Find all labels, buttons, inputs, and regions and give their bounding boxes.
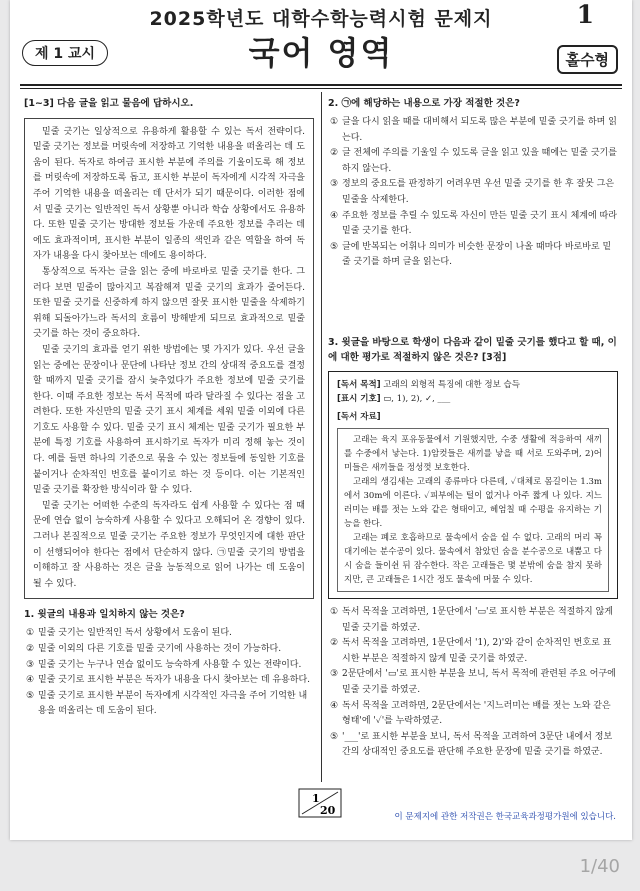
question-1 <box>24 607 314 720</box>
viewer-page-indicator: 1/40 <box>579 856 620 877</box>
question-stem <box>328 335 618 365</box>
column-divider <box>321 92 322 782</box>
subject-title: 국어 영역 <box>248 34 394 72</box>
answer-option[interactable]: ② 글 전체에 주의를 기울일 수 있도록 글을 읽고 있을 때에는 밑줄 긋기를 하지 않는다. <box>330 148 617 174</box>
answer-option[interactable]: ④ 독서 목적을 고려하면, 2문단에서는 '지느러미는 배를 젓는 노와 같은 형태'에 '✓'를 누락하였군. <box>330 700 611 727</box>
copyright-notice: 이 문제지에 관한 저작권은 한국교육과정평가원에 있습니다. <box>394 812 616 822</box>
question-2 <box>328 96 618 271</box>
question-text: ㉠에 해당하는 내용으로 가장 적절한 것은? <box>341 98 520 109</box>
answer-option[interactable]: ③ 정보의 중요도를 판정하기 어려우면 우선 밑줄 긋기를 한 후 잘못 그은 밑줄을 삭제한다. <box>330 179 615 205</box>
question-stem <box>24 607 314 622</box>
reading-passage <box>24 118 314 600</box>
reading-material <box>337 428 609 592</box>
material-paragraph: 고래의 생김새는 고래의 종류마다 다른데, ✓대체로 몸길이는 1.3m에서 30m에 이른다. ✓피부에는 털이 없거나 아주 짧게 나 있다. 지느러미는 배를 젓는 노와 같은 형태이고, 헤엄칠 때 수평을 유지하는 기능을 한다. <box>344 476 602 529</box>
answer-option[interactable]: ③ 밑줄 긋기는 누구나 연습 없이도 능숙하게 사용할 수 있는 전략이다. <box>26 659 302 670</box>
answer-option[interactable]: ③ 2문단에서 '▭'로 표시한 부분을 보니, 독서 목적에 관련된 주요 어구에 밑줄 긋기를 하였군. <box>330 669 616 695</box>
header-rule-thin <box>20 88 622 89</box>
question-number: 1. <box>24 609 35 621</box>
page-fraction-current: 1 <box>312 792 320 805</box>
passage-paragraph: 밑줄 긋기는 어떠한 수준의 독자라도 쉽게 사용할 수 있다는 점 때문에 연습 없이 능숙하게 사용할 수 있다고 오해되어 온 경향이 있다. 그러나 본질적으로 밑줄 긋기는 주요한 정보가 무엇인지에 대한 판단이 선행되어야 한다는 점에서 단순하지 않다. ㉠밑줄 긋기의 방법을 이해하고 잘 사용하는 것은 글을 능동적으로 읽어 나가는 데 도움이 될 수 있다. <box>33 500 305 589</box>
answer-option[interactable]: ① 글을 다시 읽을 때를 대비해서 되도록 많은 부분에 밑줄 긋기를 하며 읽는다. <box>330 117 617 143</box>
answer-option[interactable]: ① 독서 목적을 고려하면, 1문단에서 '▭'로 표시한 부분은 적절하지 않게 밑줄 긋기를 하였군. <box>330 606 613 633</box>
answer-option[interactable]: ⑤ 글에 반복되는 어휘나 의미가 비슷한 문장이 나올 때마다 바로바로 밑줄 긋기를 하며 글을 읽는다. <box>330 241 612 268</box>
material-paragraph: 고래는 육지 포유동물에서 기원했지만, 수중 생활에 적응하여 새끼를 수중에서 낳는다. 1)암컷들은 새끼를 낳을 때 서로 도와주며, 2)어미들은 새끼들을 정성껏 보호한다. <box>344 434 602 473</box>
passage-instruction: [1~3] 다음 글을 읽고 물음에 답하시오. <box>24 98 194 109</box>
exam-page <box>10 0 632 840</box>
answer-option[interactable]: ④ 주요한 정보를 추릴 수 있도록 자신이 만든 밑줄 긋기 표시 체계에 따라 밑줄 긋기를 한다. <box>330 210 617 237</box>
page-number: 1 <box>576 0 594 29</box>
answer-option[interactable]: ② 독서 목적을 고려하면, 1문단에서 '1), 2)'와 같이 순차적인 번호로 표시한 부분은 적절하지 않게 밑줄 긋기를 하였군. <box>330 638 612 664</box>
header-rule <box>20 84 622 86</box>
answer-option[interactable]: ② 밑줄 이외의 다른 기호를 밑줄 긋기에 사용하는 것이 가능하다. <box>26 644 282 654</box>
answer-option[interactable]: ⑤ '___'로 표시한 부분을 보니, 독서 목적을 고려하여 3문단 내에서 정보 간의 상대적인 중요도를 판단해 주요한 문장에 밑줄 긋기를 하였군. <box>330 731 613 758</box>
material-paragraph: 고래는 폐로 호흡하므로 물속에서 숨을 쉴 수 없다. 고래의 머리 꼭대기에는 분수공이 있다. 물속에서 참았던 숨을 분수공으로 내뿜고 다시 숨을 들이쉰 뒤 잠수한다. 작은 고래들은 몇 분밖에 숨을 참지 못하지만, 큰 고래들은 1시간 정도 물속에 머물 수 있다. <box>344 532 602 585</box>
answer-option[interactable]: ④ 밑줄 긋기로 표시한 부분은 독자가 내용을 다시 찾아보는 데 유용하다. <box>26 675 311 686</box>
answer-option[interactable]: ① 밑줄 긋기는 일반적인 독서 상황에서 도움이 된다. <box>26 628 232 639</box>
exam-title: 2025학년도 대학수학능력시험 문제지 <box>149 8 493 30</box>
passage-paragraph: 통상적으로 독자는 글을 읽는 중에 바로바로 밑줄 긋기를 한다. 그러다 보면 밑줄이 많아지고 복잡해져 밑줄 긋기의 효과가 줄어든다. 또한 밑줄 긋기를 신중하게 하지 않으면 잘못 표시한 밑줄을 삭제하기 위해 되돌아가느라 독서의 흐름이 방해받게 되므로 효과적으로 밑줄 긋기를 하는 것이 중요하다. <box>33 266 305 340</box>
exam-type-badge: 홀수형 <box>557 45 618 74</box>
question-stem <box>328 96 618 111</box>
reading-material-label: [독서 자료] <box>337 411 381 422</box>
period-badge: 제 1 교시 <box>22 40 108 66</box>
right-column <box>328 96 618 761</box>
passage-paragraph: 밑줄 긋기의 효과를 얻기 위한 방법에는 몇 가지가 있다. 우선 글을 읽는 중에는 문장이나 문단에 나타난 정보 간의 상대적 중요도를 결정할 때까지 밑줄 긋기를 잠시 늦추었다가 주요한 정보에 밑줄 긋기를 한다. 이때 주요한 정보는 독서 목적에 따라 달라질 수 있다는 점을 고려한다. 또한 자신만의 밑줄 긋기 표시 체계를 세워 밑줄 이외에 다른 기호도 사용할 수 있다. 밑줄 긋기 표시 체계는 밑줄 긋기가 필요한 부분에 특정 기호를 사용하여 표시하기로 독자가 미리 정해 놓는 것이다. 예를 들면 하나의 기준으로 묶을 수 있는 정보들에 동일한 기호를 붙이거나 순차적인 번호를 붙이기로 하는 것 등이다. 이는 기본적인 밑줄 긋기를 확장한 방식이라 할 수 있다. <box>33 344 305 496</box>
marking-symbols: [표시 기호] ▭, 1), 2), ✓, ___ <box>337 393 451 404</box>
passage-paragraph: 밑줄 긋기는 일상적으로 유용하게 활용할 수 있는 독서 전략이다. 밑줄 긋기는 정보를 머릿속에 저장하고 기억한 내용을 떠올리는 데 도움이 된다. 독자로 하여금 표시한 부분에 주의를 기울이도록 해 정보를 머릿속에 저장하도록 돕고, 표시한 부분이 독자에게 시각적 자극을 주어 기억한 내용을 떠올리는 데 단서가 되기 때문이다. 이러한 점에서 밑줄 긋기는 일반적인 독서 상황뿐 아니라 학습 상황에서도 유용하다. 또한 밑줄 긋기는 방대한 정보들 가운데 주요한 정보를 추리는 데에도 효과적이며, 표시한 부분이 일종의 색인과 같은 역할을 하여 독자가 내용을 다시 찾아보는 데에도 용이하다. <box>33 126 305 262</box>
question-3 <box>328 335 618 761</box>
answer-option[interactable]: ⑤ 밑줄 긋기로 표시한 부분이 독자에게 시각적인 자극을 주어 기억한 내용을 떠올리는 데 도움이 된다. <box>26 690 308 717</box>
page-fraction-total: 20 <box>320 804 336 817</box>
page-fraction-box <box>298 788 342 818</box>
question-number: 2. <box>328 98 339 109</box>
question-number: 3. <box>328 336 339 348</box>
reading-purpose: [독서 목적] 고래의 외형적 특징에 대한 정보 습득 <box>337 379 520 390</box>
question-text: 윗글의 내용과 일치하지 않는 것은? <box>37 609 185 621</box>
left-column <box>24 96 314 720</box>
example-box <box>328 371 618 599</box>
page-fraction <box>298 788 342 818</box>
question-text: 윗글을 바탕으로 학생이 다음과 같이 밑줄 긋기를 했다고 할 때, 이에 대한 평가로 적절하지 않은 것은? [3점] <box>328 336 617 363</box>
